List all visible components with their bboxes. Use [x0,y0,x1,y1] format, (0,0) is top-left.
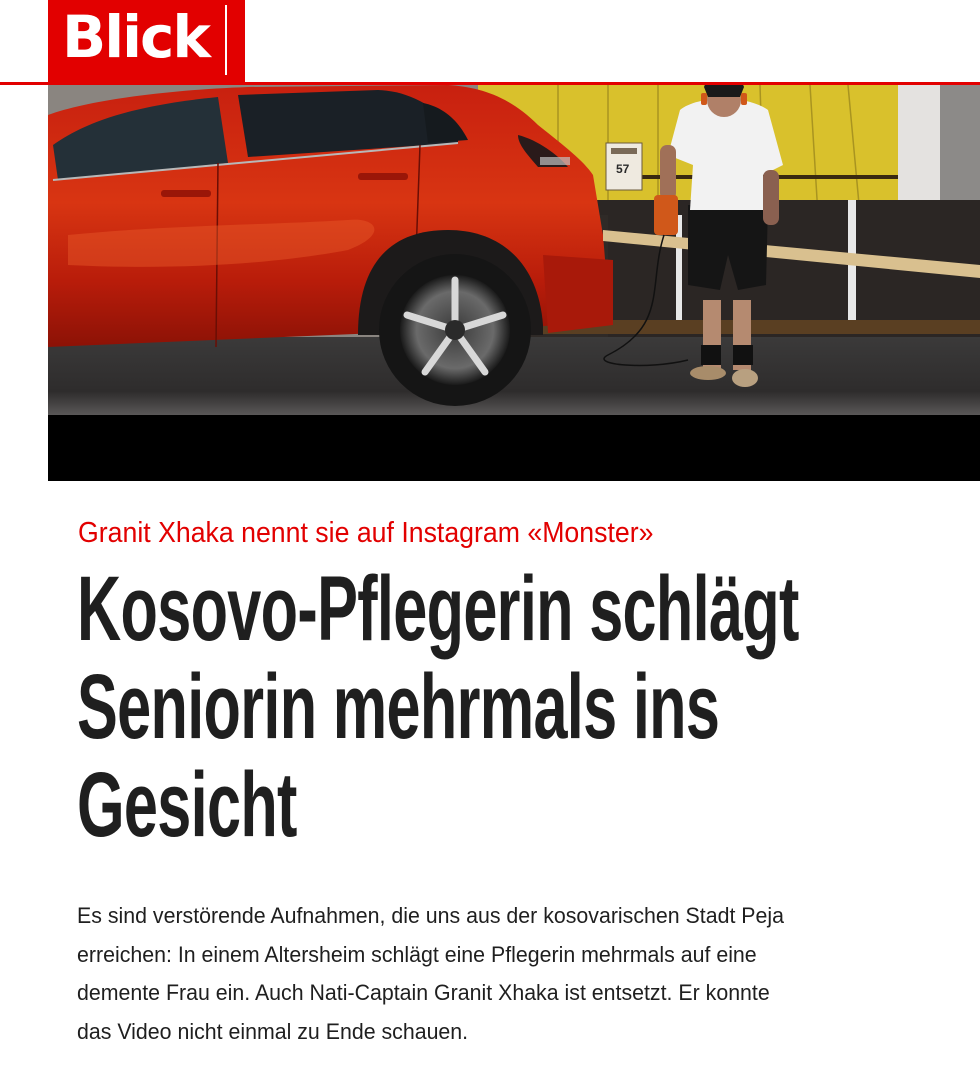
lead-line: demente Frau ein. Auch Nati-Captain Granit Xhaka ist entsetzt. Er konnte [77,980,770,1005]
hero-image [48,85,980,415]
logo-divider [225,5,227,75]
site-header [0,0,980,85]
logo-text: Blick [62,3,209,71]
blick-logo[interactable] [48,0,245,84]
lead-line: Es sind verstörende Aufnahmen, die uns aus der kosovarischen Stadt Peja [77,903,785,928]
article-headline [77,560,809,854]
headline-line: Kosovo-Pflegerin schlägt [77,558,799,660]
headline-line: Gesicht [77,754,297,856]
article-lead [77,897,977,1051]
lead-line: das Video nicht einmal zu Ende schauen. [77,1018,469,1044]
headline-line: Seniorin mehrmals ins [77,656,720,758]
article-kicker: Granit Xhaka nennt sie auf Instagram «Monster» [78,517,654,549]
video-letterbox-bar [48,415,980,481]
lead-line: erreichen: In einem Altersheim schlägt eine Pflegerin mehrmals auf eine [77,941,757,967]
hero-video[interactable] [48,85,980,481]
sign-price: 57 [616,162,630,176]
